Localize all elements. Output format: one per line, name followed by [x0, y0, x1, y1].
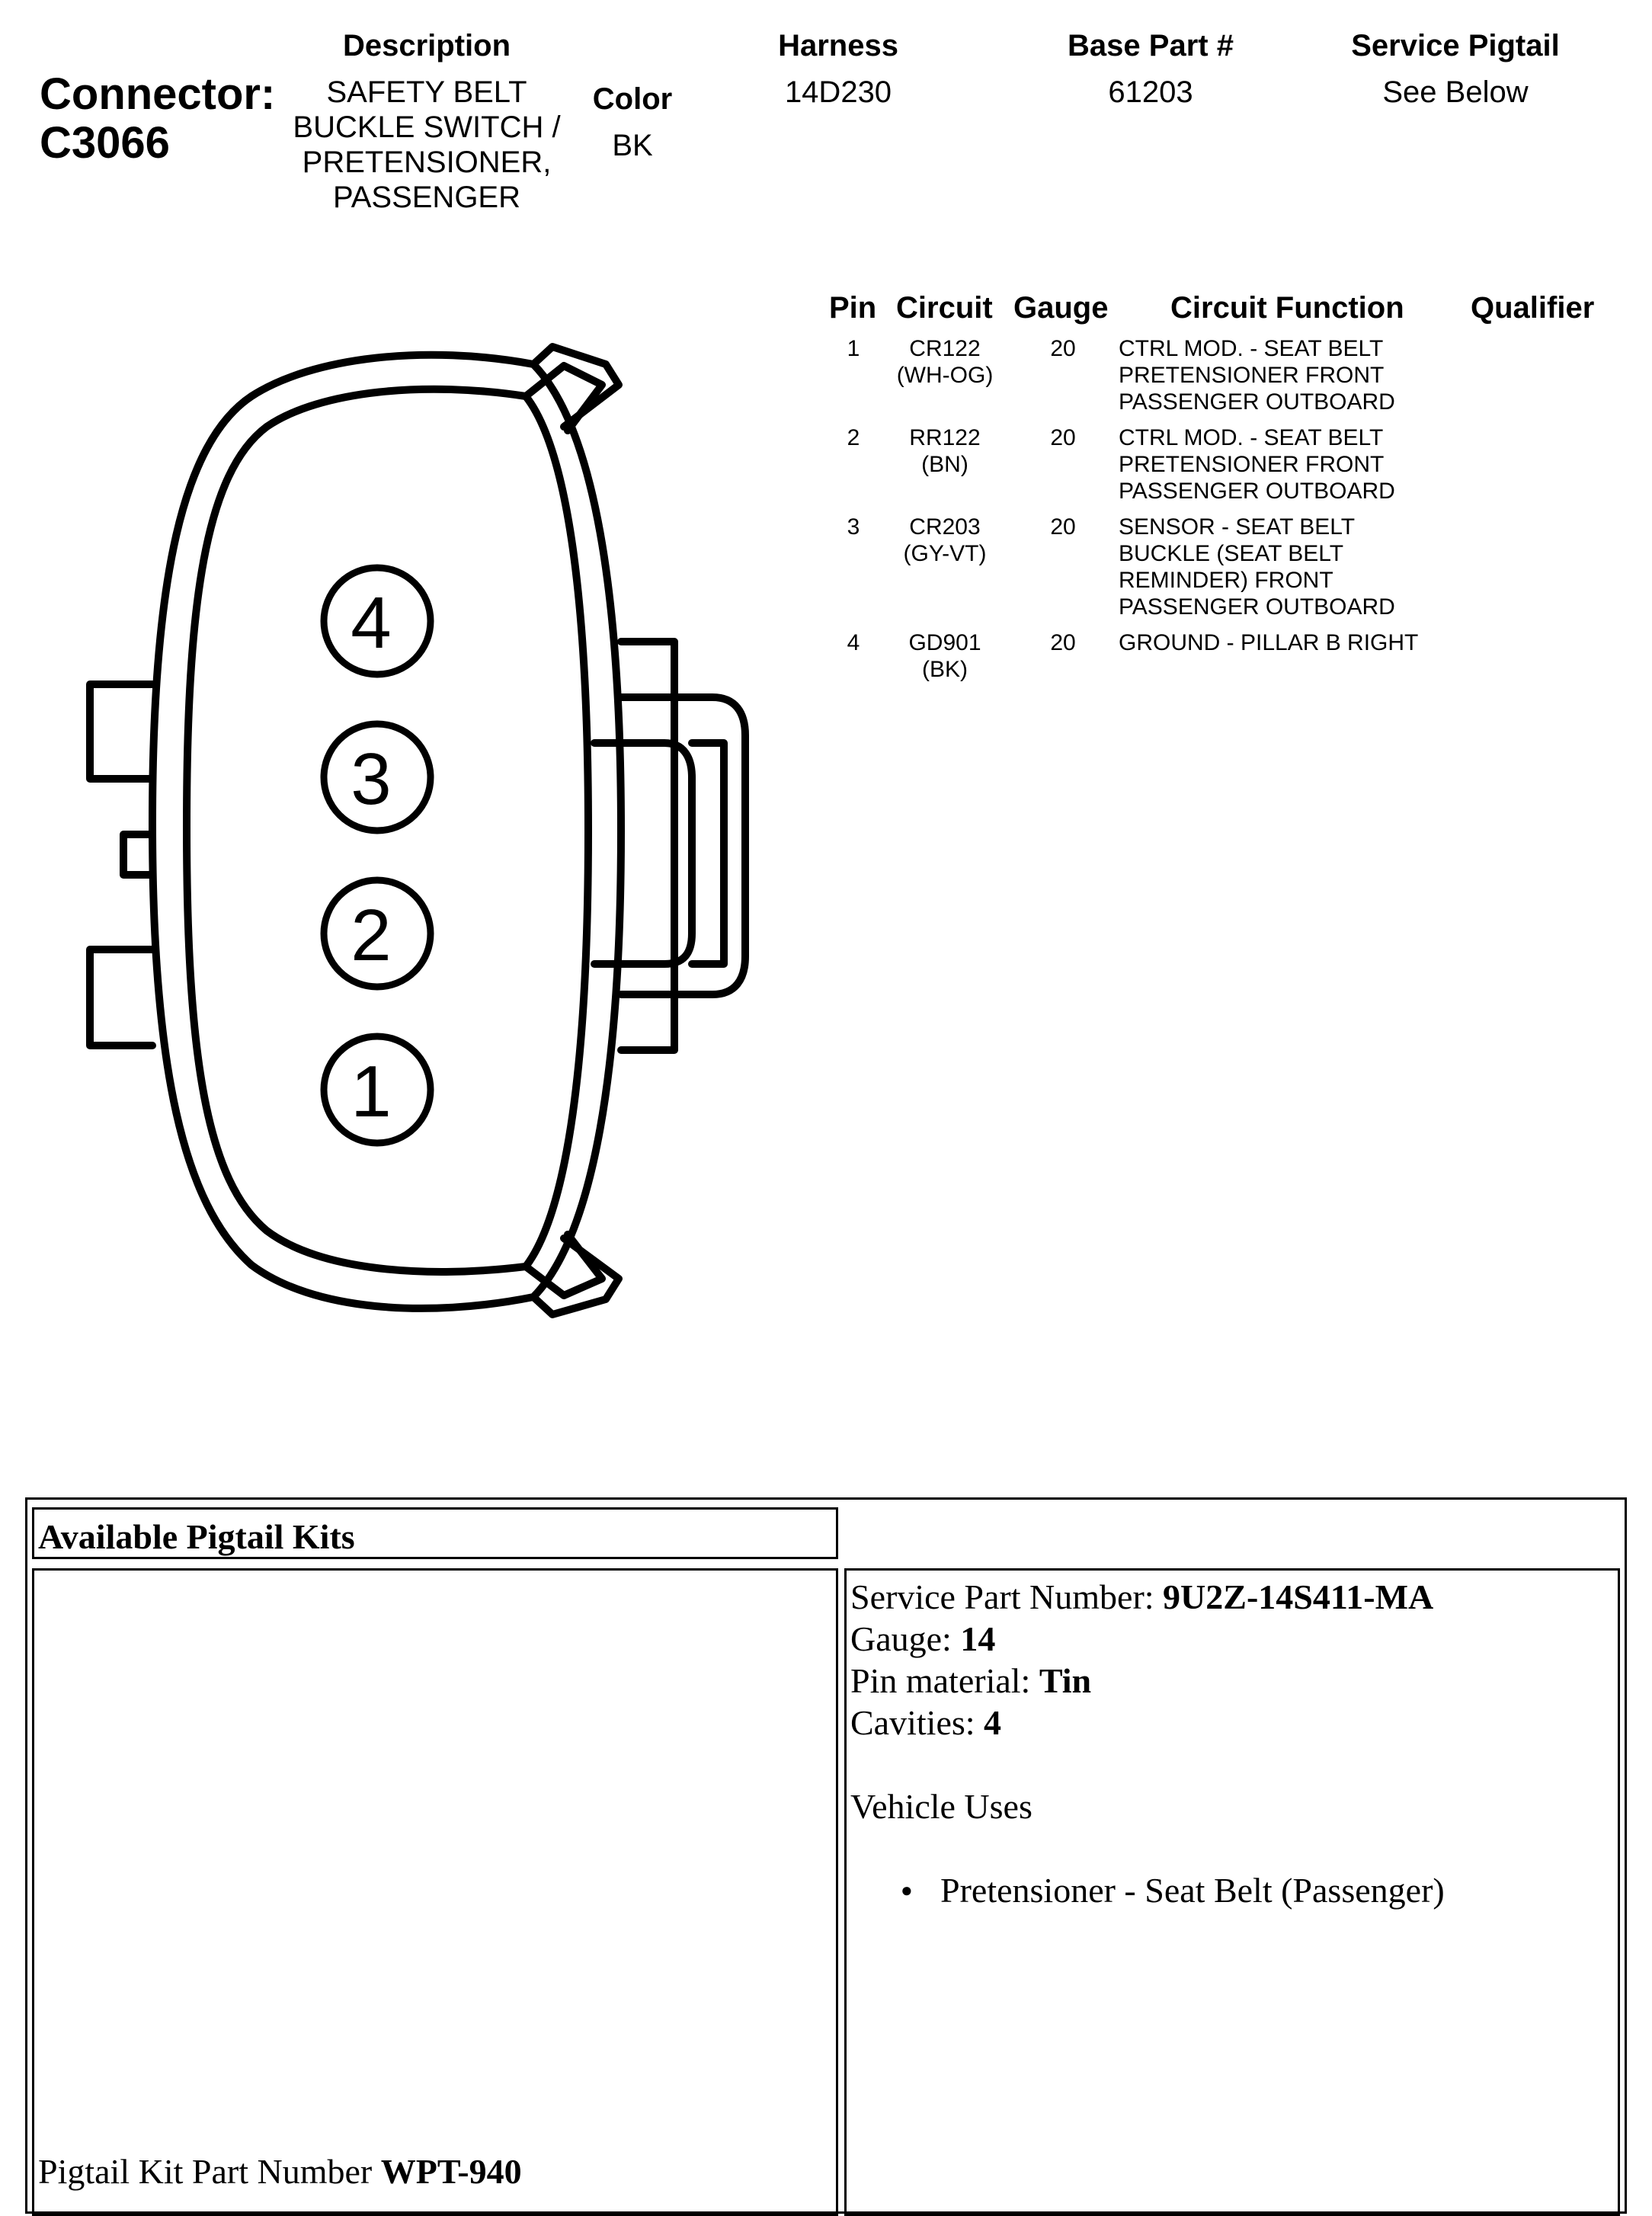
service-pigtail-value: See Below	[1382, 75, 1529, 109]
description-value: SAFETY BELT BUCKLE SWITCH / PRETENSIONER, PASSENGER	[293, 75, 561, 214]
description-header: Description	[342, 29, 511, 62]
pin-gauge: 20	[1050, 630, 1076, 655]
pin-circuit: CR203 (GY-VT)	[903, 514, 987, 566]
cavity-label: 2	[351, 895, 392, 976]
pin-circuit: GD901 (BK)	[908, 630, 981, 682]
pin-function: GROUND - PILLAR B RIGHT	[1119, 630, 1419, 655]
color-value: BK	[612, 129, 653, 162]
left-rib-lower	[90, 949, 152, 1046]
cavity-label: 1	[351, 1051, 392, 1132]
qualifier-header: Qualifier	[1471, 291, 1595, 325]
cavity-label: 4	[351, 582, 392, 664]
base-part-header: Base Part #	[1068, 29, 1234, 62]
pin-circuit: RR122 (BN)	[909, 425, 981, 477]
pin-function: CTRL MOD. - SEAT BELT PRETENSIONER FRONT PASSENGER OUTBOARD	[1119, 425, 1395, 504]
pin-number: 3	[847, 514, 860, 540]
pin-function: SENSOR - SEAT BELT BUCKLE (SEAT BELT REMINDER) FRONT PASSENGER OUTBOARD	[1119, 514, 1395, 620]
right-key-outer	[621, 642, 674, 1050]
vehicle-use-item: ● Pretensioner - Seat Belt (Passenger)	[901, 1869, 1445, 1911]
pigtail-kit-number: Pigtail Kit Part Number WPT-940	[38, 2152, 522, 2191]
circuit-header: Circuit	[896, 291, 993, 325]
pin-circuit: CR122 (WH-OG)	[896, 336, 994, 388]
pigtail-kit-cell	[32, 1568, 838, 2216]
left-rib-middle	[123, 834, 152, 875]
service-pigtail-header: Service Pigtail	[1351, 29, 1560, 62]
harness-header: Harness	[778, 29, 898, 62]
pigtail-section-title: Available Pigtail Kits	[38, 1517, 355, 1556]
vehicle-uses-title: Vehicle Uses	[850, 1787, 1032, 1826]
color-header: Color	[592, 82, 673, 116]
pin-number: 2	[847, 425, 860, 450]
pin-number: 4	[847, 630, 860, 655]
pigtail-spec-list	[850, 1576, 1445, 1911]
service-part-number: Service Part Number: 9U2Z-14S411-MA	[850, 1577, 1434, 1616]
connector-diagram	[0, 0, 838, 1448]
pin-gauge: 20	[1050, 514, 1076, 540]
vehicle-uses-list	[901, 1869, 1445, 1911]
pin-number: 1	[847, 336, 860, 361]
spec-cavities: Cavities: 4	[850, 1703, 1002, 1742]
spec-pin-material: Pin material: Tin	[850, 1661, 1092, 1700]
left-rib-upper	[90, 684, 152, 779]
base-part-value: 61203	[1108, 75, 1193, 109]
pin-gauge: 20	[1050, 425, 1076, 450]
gauge-header: Gauge	[1013, 291, 1109, 325]
pin-gauge: 20	[1050, 336, 1076, 361]
pin-header: Pin	[829, 291, 877, 325]
spec-gauge: Gauge: 14	[850, 1619, 996, 1658]
connector-id: C3066	[40, 118, 170, 168]
pin-function: CTRL MOD. - SEAT BELT PRETENSIONER FRONT PASSENGER OUTBOARD	[1119, 336, 1395, 415]
harness-value: 14D230	[784, 75, 892, 109]
circuit-function-header: Circuit Function	[1170, 291, 1404, 325]
connector-label: Connector:	[40, 69, 276, 119]
cavity-label: 3	[351, 738, 392, 820]
